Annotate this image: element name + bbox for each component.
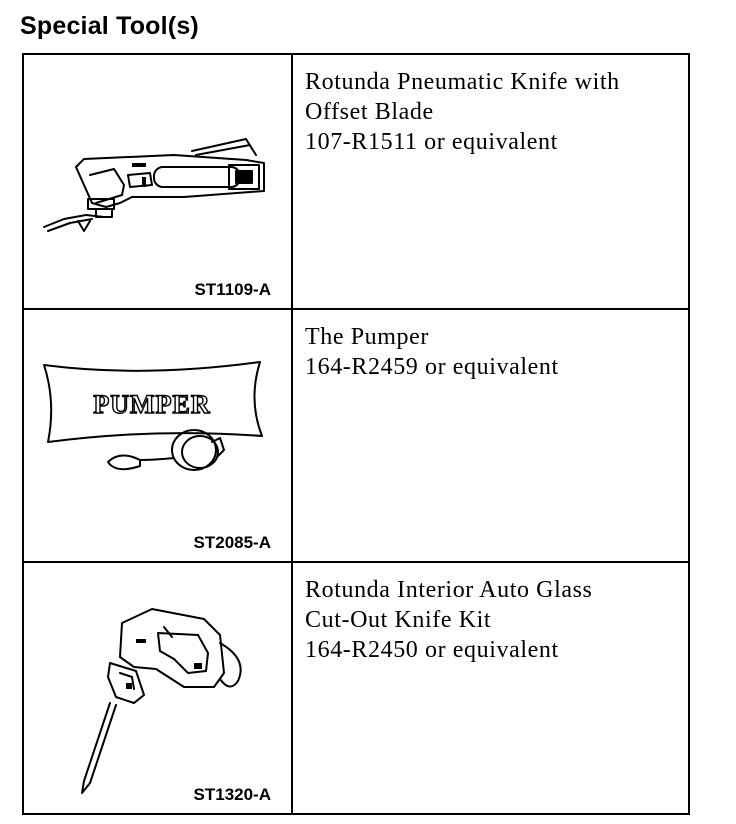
tool-part-number: 164-R2459 or equivalent [305,354,559,380]
tool-name: Cut-Out Knife Kit [305,607,492,633]
pumper-bag-icon [24,310,291,561]
tool-name: Rotunda Interior Auto Glass [305,577,593,603]
tool-description-cell [293,55,688,308]
tool-illustration-cell [24,563,293,813]
tool-part-number: 164-R2450 or equivalent [305,637,559,663]
tool-illustration-cell [24,55,293,308]
figure-code: ST1320-A [193,785,271,804]
tool-row [24,310,688,563]
special-tools-table [22,53,690,815]
tool-name: Rotunda Pneumatic Knife with [305,69,620,95]
tool-name: Offset Blade [305,99,434,125]
pumper-label: PUMPER [93,390,211,419]
page-title: Special Tool(s) [20,12,199,40]
cutout-knife-icon [24,563,291,811]
figure-code: ST2085-A [193,533,271,552]
tool-name: The Pumper [305,324,429,350]
figure-code: ST1109-A [194,280,271,299]
tool-illustration-cell [24,310,293,561]
tool-row [24,55,688,310]
tool-description-cell [293,310,688,561]
tool-row [24,563,688,813]
tool-part-number: 107-R1511 or equivalent [305,129,558,155]
tool-description-cell [293,563,688,813]
pneumatic-knife-icon [24,55,291,308]
